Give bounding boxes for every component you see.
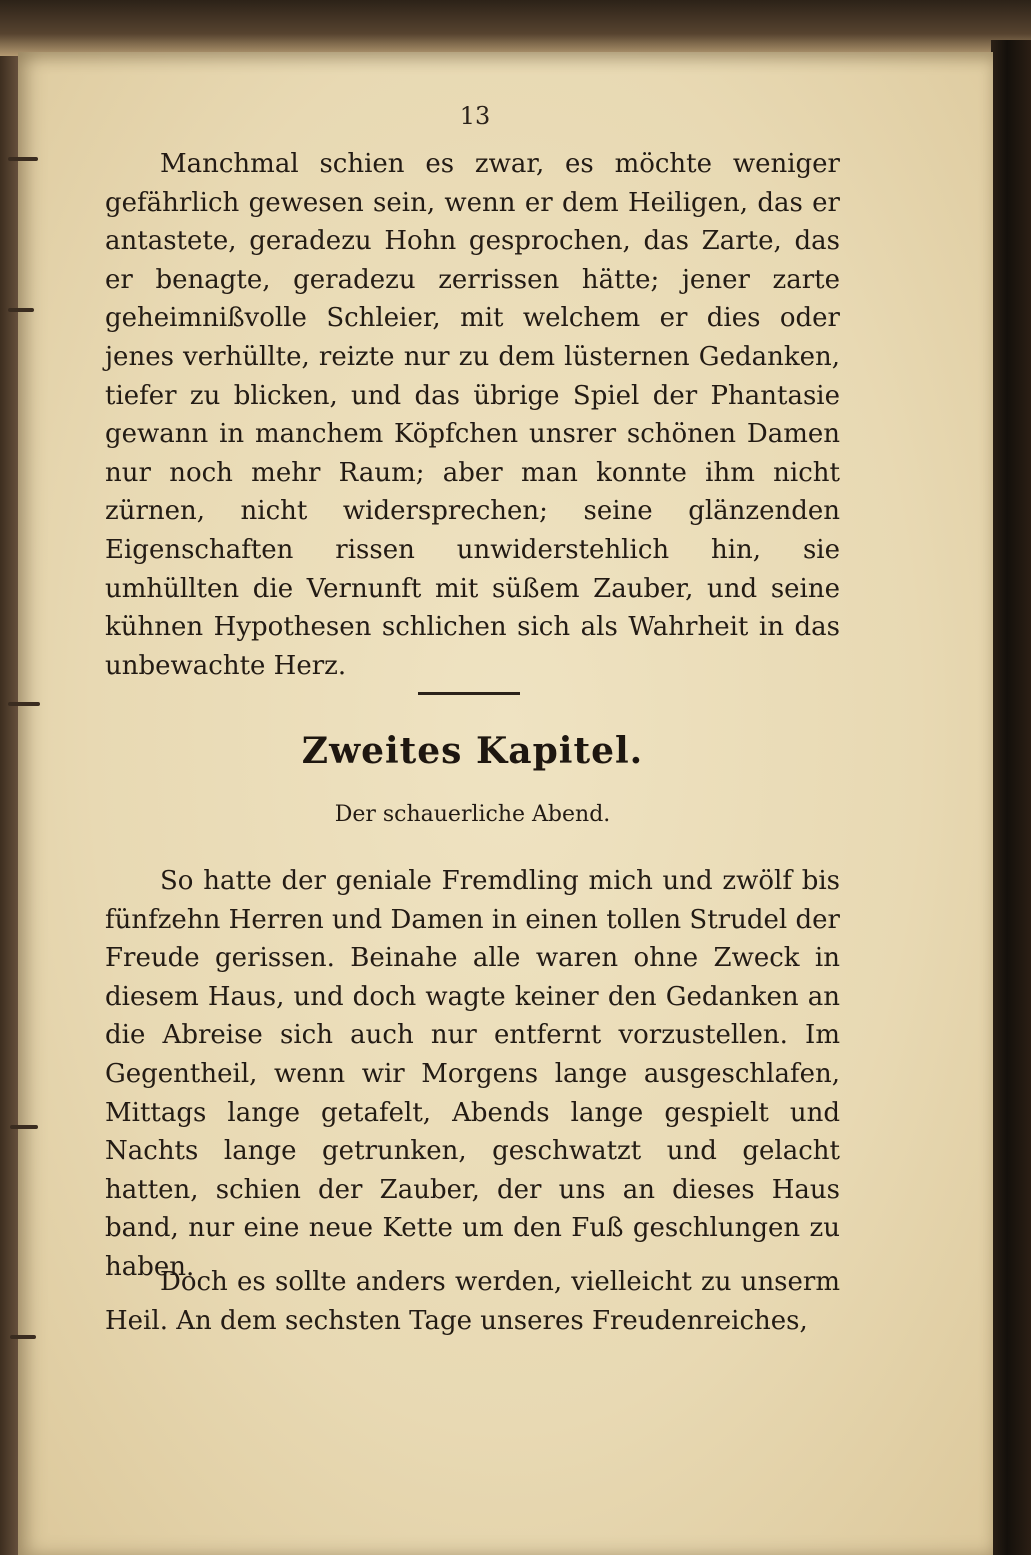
section-rule [418, 692, 520, 695]
page-number: 13 [459, 102, 491, 130]
margin-mark [8, 702, 40, 706]
chapter-subtitle: Der schauerliche Abend. [334, 802, 611, 827]
paragraph-2: So hatte der geniale Fremdling mich und zwölf bis fünfzehn Herren und Damen in einen tollen Strudel der Freude gerissen. Beinahe alle waren ohne Zweck in diesem Haus, und doch wagte keiner den Gedanken an die Abreise sich auch nur entfernt vorzustellen. Im Gegentheil, wenn wir Morgens lange ausgeschlafen, Mittags lange getafelt, Abends lange gespielt und Nachts lange getrunken, geschwatzt und gelacht hatten, schien der Zauber, der uns an dieses Haus band, nur eine neue Kette um den Fuß geschlungen zu haben. [105, 866, 840, 1282]
paragraph-3: Doch es sollte anders werden, vielleicht zu unserm Heil. An dem sechsten Tage unseres Freudenreiches, [105, 1267, 840, 1336]
margin-mark [10, 1125, 38, 1129]
margin-mark [10, 1335, 36, 1339]
paragraph-1: Manchmal schien es zwar, es möchte weniger gefährlich gewesen sein, wenn er dem Heiligen, das er antastete, geradezu Hohn gesprochen, das Zarte, das er benagte, geradezu zerrissen hätte; jener zarte geheimnißvolle Schleier, mit welchem er dies oder jenes verhüllte, reizte nur zu dem lüsternen Gedanken, tiefer zu blicken, und das übrige Spiel der Phantasie gewann in manchem Köpfchen unsrer schönen Damen nur noch mehr Raum; aber man konnte ihm nicht zürnen, nicht widersprechen; seine glänzenden Eigenschaften rissen unwiderstehlich hin, sie umhüllten die Vernunft mit süßem Zauber, und seine kühnen Hypothesen schlichen sich als Wahrheit in das unbewachte Herz. [105, 149, 840, 681]
top-edge [0, 0, 1031, 56]
chapter-title: Zweites Kapitel. [301, 730, 644, 772]
margin-mark [8, 157, 38, 161]
margin-mark [8, 308, 34, 312]
book-spine [991, 40, 1031, 1555]
